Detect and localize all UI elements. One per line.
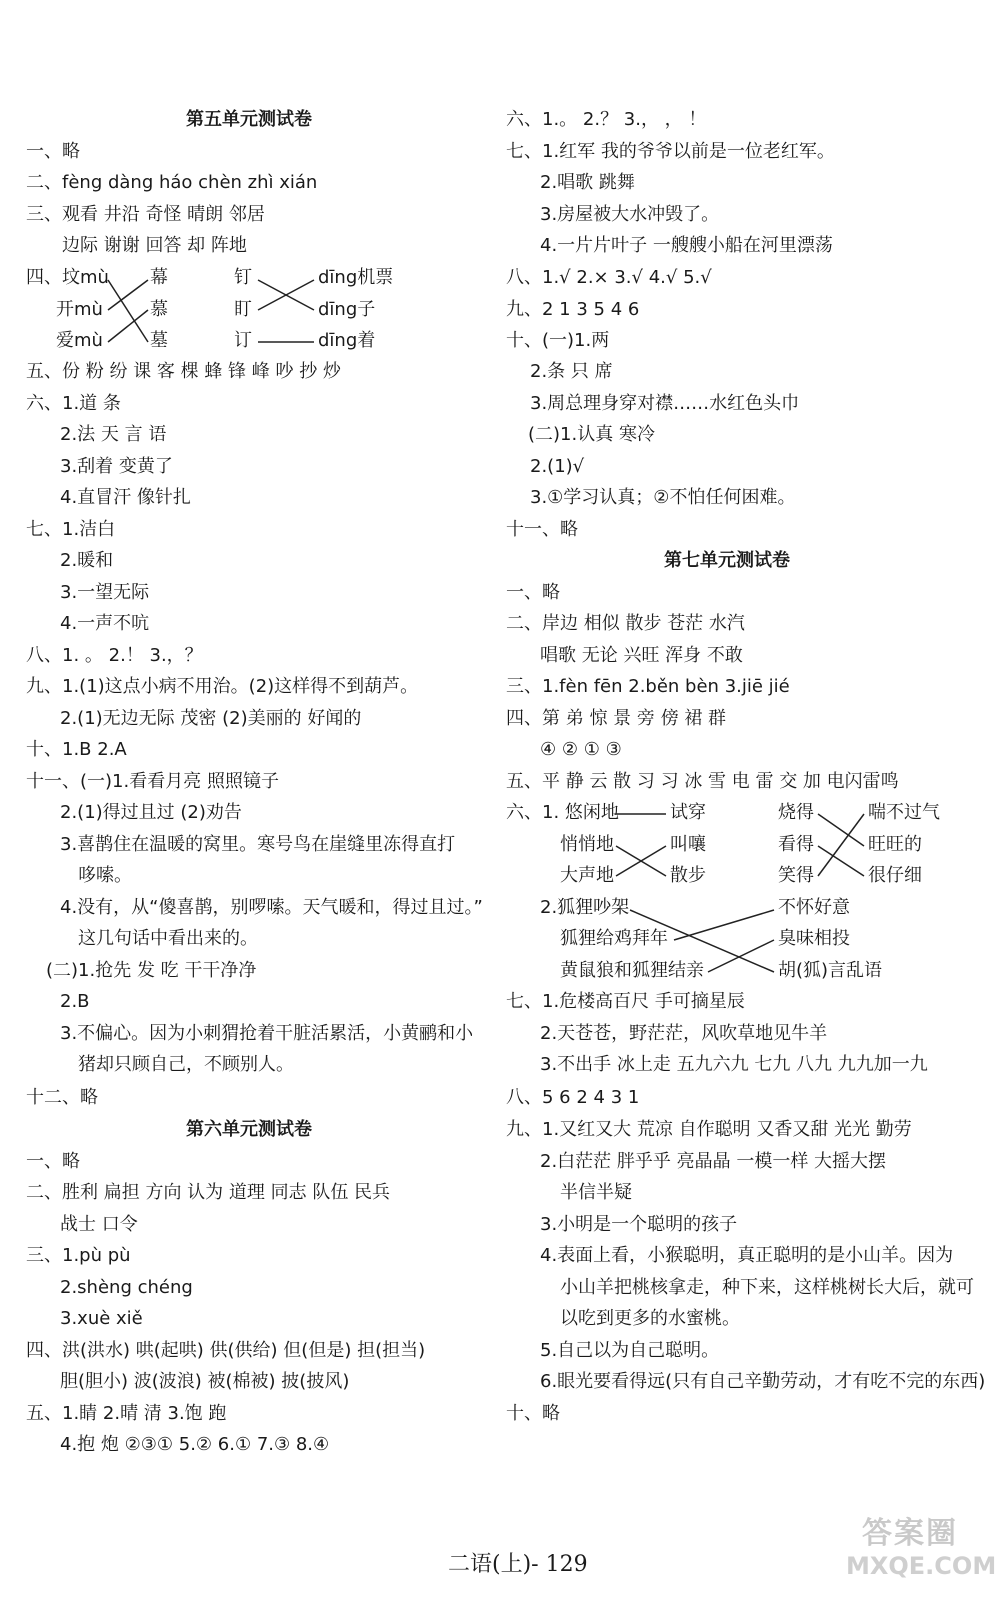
match-line xyxy=(616,846,666,876)
answer-line: 2.(1)无边无际 茂密 (2)美丽的 好闻的 xyxy=(60,708,362,729)
answer-line: 哆嗦。 xyxy=(78,865,132,886)
answer-line: 4.没有，从“傻喜鹊，别啰嗦。天气暖和，得过且过。” xyxy=(60,897,483,918)
answer-line: 六、1.。 2.？ 3.， ， ！ xyxy=(506,109,707,130)
answer-line: 三、观看 井沿 奇怪 晴朗 邻居 xyxy=(26,204,265,225)
answer-line: 边际 谢谢 回答 却 阵地 xyxy=(62,235,247,256)
match-line xyxy=(616,846,666,876)
match-item: 钉 xyxy=(234,267,252,288)
answer-line: 十、1.B 2.A xyxy=(26,739,127,760)
answer-line: ④ ② ① ③ xyxy=(540,739,622,760)
match-item: 烧得 xyxy=(778,802,814,823)
answer-line: 胆(胆小) 波(波浪) 被(棉被) 披(披风) xyxy=(60,1371,350,1392)
match-item: 大声地 xyxy=(560,865,614,886)
match-item: 看得 xyxy=(778,834,814,855)
answer-line: 3.①学习认真；②不怕任何困难。 xyxy=(530,487,796,508)
match-line xyxy=(674,910,774,940)
match-item: 幕 xyxy=(150,267,168,288)
match-item: 悄悄地 xyxy=(560,834,614,855)
answer-line: 3.房屋被大水冲毁了。 xyxy=(540,204,720,225)
answer-line: 2.B xyxy=(60,991,90,1012)
match-item: dīng机票 xyxy=(318,267,394,288)
match-item: 叫嚷 xyxy=(670,834,706,855)
answer-line: 5.自己以为自己聪明。 xyxy=(540,1340,720,1361)
match-item: dīng着 xyxy=(318,330,376,351)
answer-line: 五、份 粉 纷 课 客 棵 蜂 锋 峰 吵 抄 炒 xyxy=(26,361,341,382)
match-item: 胡(狐)言乱语 xyxy=(778,960,883,981)
match-item: dīng子 xyxy=(318,299,376,320)
answer-line: 一、略 xyxy=(26,1151,80,1172)
answer-line: 十一、略 xyxy=(506,519,578,540)
answer-line: 五、平 静 云 散 习 习 冰 雪 电 雷 交 加 电闪雷鸣 xyxy=(506,771,899,792)
answer-line: 3.不出手 冰上走 五九六九 七九 八九 九九加一九 xyxy=(540,1054,928,1075)
answer-line: 2.条 只 席 xyxy=(530,361,613,382)
match-item: 六、1. 悠闲地 xyxy=(506,802,619,823)
answer-line: 八、1.√ 2.× 3.√ 4.√ 5.√ xyxy=(506,267,712,288)
match-line xyxy=(258,280,314,310)
answer-line: 一、略 xyxy=(506,582,560,603)
match-line xyxy=(258,280,314,310)
match-line xyxy=(818,814,864,876)
answer-line: 3.xuè xiě xyxy=(60,1308,143,1329)
answer-line: 3.喜鹊住在温暖的窝里。寒号鸟在崖缝里冻得直打 xyxy=(60,834,456,855)
match-item: 爱mù xyxy=(56,330,103,351)
answer-line: 六、1.道 条 xyxy=(26,393,121,414)
answer-line: 3.刮着 变黄了 xyxy=(60,456,173,477)
answer-line: 三、1.fèn fēn 2.běn bèn 3.jiē jié xyxy=(506,676,790,697)
watermark-logo: 答案圈 MXQE.COM xyxy=(846,1516,996,1580)
match-item: 笑得 xyxy=(778,865,814,886)
section-title-unit5: 第五单元测试卷 xyxy=(186,109,312,130)
answer-line: 七、1.红军 我的爷爷以前是一位老红军。 xyxy=(506,141,835,162)
match-item: 试穿 xyxy=(670,802,706,823)
page-number: 二语(上)- 129 xyxy=(448,1552,588,1577)
match-item: 黄鼠狼和狐狸结亲 xyxy=(560,960,704,981)
match-item: 旺旺的 xyxy=(868,834,922,855)
answer-line: 以吃到更多的水蜜桃。 xyxy=(560,1308,740,1329)
match-line xyxy=(108,280,148,310)
answer-line: 2.天苍苍，野茫茫，风吹草地见牛羊 xyxy=(540,1023,828,1044)
match-item: 狐狸给鸡拜年 xyxy=(560,928,668,949)
answer-line: 十、(一)1.两 xyxy=(506,330,610,351)
match-item: 很仔细 xyxy=(868,865,922,886)
match-item: 慕 xyxy=(150,299,168,320)
match-line xyxy=(708,940,774,972)
answer-line: 2.shèng chéng xyxy=(60,1277,193,1298)
match-item: 喘不过气 xyxy=(868,802,940,823)
answer-line: 半信半疑 xyxy=(560,1182,632,1203)
answer-line: (二)1.抢先 发 吃 干干净净 xyxy=(46,960,257,981)
answer-line: 二、fèng dàng háo chèn zhì xián xyxy=(26,172,318,193)
match-line xyxy=(108,310,148,342)
answer-line: 3.周总理身穿对襟……水红色头巾 xyxy=(530,393,800,414)
answer-line: 八、5 6 2 4 3 1 xyxy=(506,1087,640,1108)
answer-line: 二、岸边 相似 散步 苍茫 水汽 xyxy=(506,613,745,634)
answer-line: 3.小明是一个聪明的孩子 xyxy=(540,1214,738,1235)
match-item: 不怀好意 xyxy=(778,897,850,918)
answer-line: 十二、略 xyxy=(26,1087,98,1108)
answer-line: 十、略 xyxy=(506,1403,560,1424)
answer-line: 猪却只顾自己，不顾别人。 xyxy=(78,1054,294,1075)
answer-line: 八、1. 。 2.！ 3.，？ xyxy=(26,645,203,666)
answer-line: 七、1.危楼高百尺 手可摘星辰 xyxy=(506,991,745,1012)
match-line xyxy=(108,280,148,342)
match-item: 2.狐狸吵架 xyxy=(540,897,630,918)
answer-line: (二)1.认真 寒冷 xyxy=(528,424,655,445)
answer-line: 3.不偏心。因为小刺猬抢着干脏活累活，小黄鹂和小 xyxy=(60,1023,474,1044)
answer-line: 十一、(一)1.看看月亮 照照镜子 xyxy=(26,771,279,792)
answer-line: 唱歌 无论 兴旺 浑身 不敢 xyxy=(540,645,743,666)
answer-line: 三、1.pù pù xyxy=(26,1245,131,1266)
answer-line: 3.一望无际 xyxy=(60,582,150,603)
answer-line: 2.法 天 言 语 xyxy=(60,424,167,445)
answer-line: 2.唱歌 跳舞 xyxy=(540,172,635,193)
answer-line: 小山羊把桃核拿走，种下来，这样桃树长大后，就可 xyxy=(560,1277,974,1298)
answer-line: 4.表面上看，小猴聪明，真正聪明的是小山羊。因为 xyxy=(540,1245,954,1266)
answer-line: 4.一片片叶子 一艘艘小船在河里漂荡 xyxy=(540,235,833,256)
answer-line: 二、胜利 扁担 方向 认为 道理 同志 队伍 民兵 xyxy=(26,1182,391,1203)
match-item: 散步 xyxy=(670,865,706,886)
answer-line: 九、1.(1)这点小病不用治。(2)这样得不到葫芦。 xyxy=(26,676,419,697)
answer-line: 七、1.洁白 xyxy=(26,519,116,540)
answer-line: 五、1.睛 2.晴 清 3.饱 跑 xyxy=(26,1403,227,1424)
section-title-unit6: 第六单元测试卷 xyxy=(186,1119,312,1140)
match-item: 墓 xyxy=(150,330,168,351)
answer-line: 九、2 1 3 5 4 6 xyxy=(506,299,640,320)
answer-line: 九、1.又红又大 荒凉 自作聪明 又香又甜 光光 勤劳 xyxy=(506,1119,912,1140)
answer-line: 4.一声不吭 xyxy=(60,613,150,634)
answer-line: 2.(1)得过且过 (2)劝告 xyxy=(60,802,242,823)
match-item: 四、坟mù xyxy=(26,267,109,288)
answer-line: 四、洪(洪水) 哄(起哄) 供(供给) 但(但是) 担(担当) xyxy=(26,1340,426,1361)
match-item: 盯 xyxy=(234,299,252,320)
match-item: 臭味相投 xyxy=(778,928,850,949)
answer-line: 2.暖和 xyxy=(60,550,114,571)
match-line xyxy=(818,846,864,876)
section-title-unit7: 第七单元测试卷 xyxy=(664,550,790,571)
match-item: 开mù xyxy=(56,299,103,320)
answer-line: 2.(1)√ xyxy=(530,456,585,477)
answer-line: 一、略 xyxy=(26,141,80,162)
answer-line: 这几句话中看出来的。 xyxy=(78,928,258,949)
answer-line: 6.眼光要看得远(只有自己辛勤劳动，才有吃不完的东西) xyxy=(540,1371,986,1392)
answer-line: 4.直冒汗 像针扎 xyxy=(60,487,191,508)
answer-line: 四、第 弟 惊 景 旁 傍 裙 群 xyxy=(506,708,727,729)
answer-line: 4.抱 炮 ②③① 5.② 6.① 7.③ 8.④ xyxy=(60,1434,330,1455)
answer-line: 战士 口令 xyxy=(60,1214,138,1235)
match-item: 订 xyxy=(234,330,252,351)
answer-line: 2.白茫茫 胖乎乎 亮晶晶 一模一样 大摇大摆 xyxy=(540,1151,887,1172)
match-line xyxy=(818,814,864,846)
